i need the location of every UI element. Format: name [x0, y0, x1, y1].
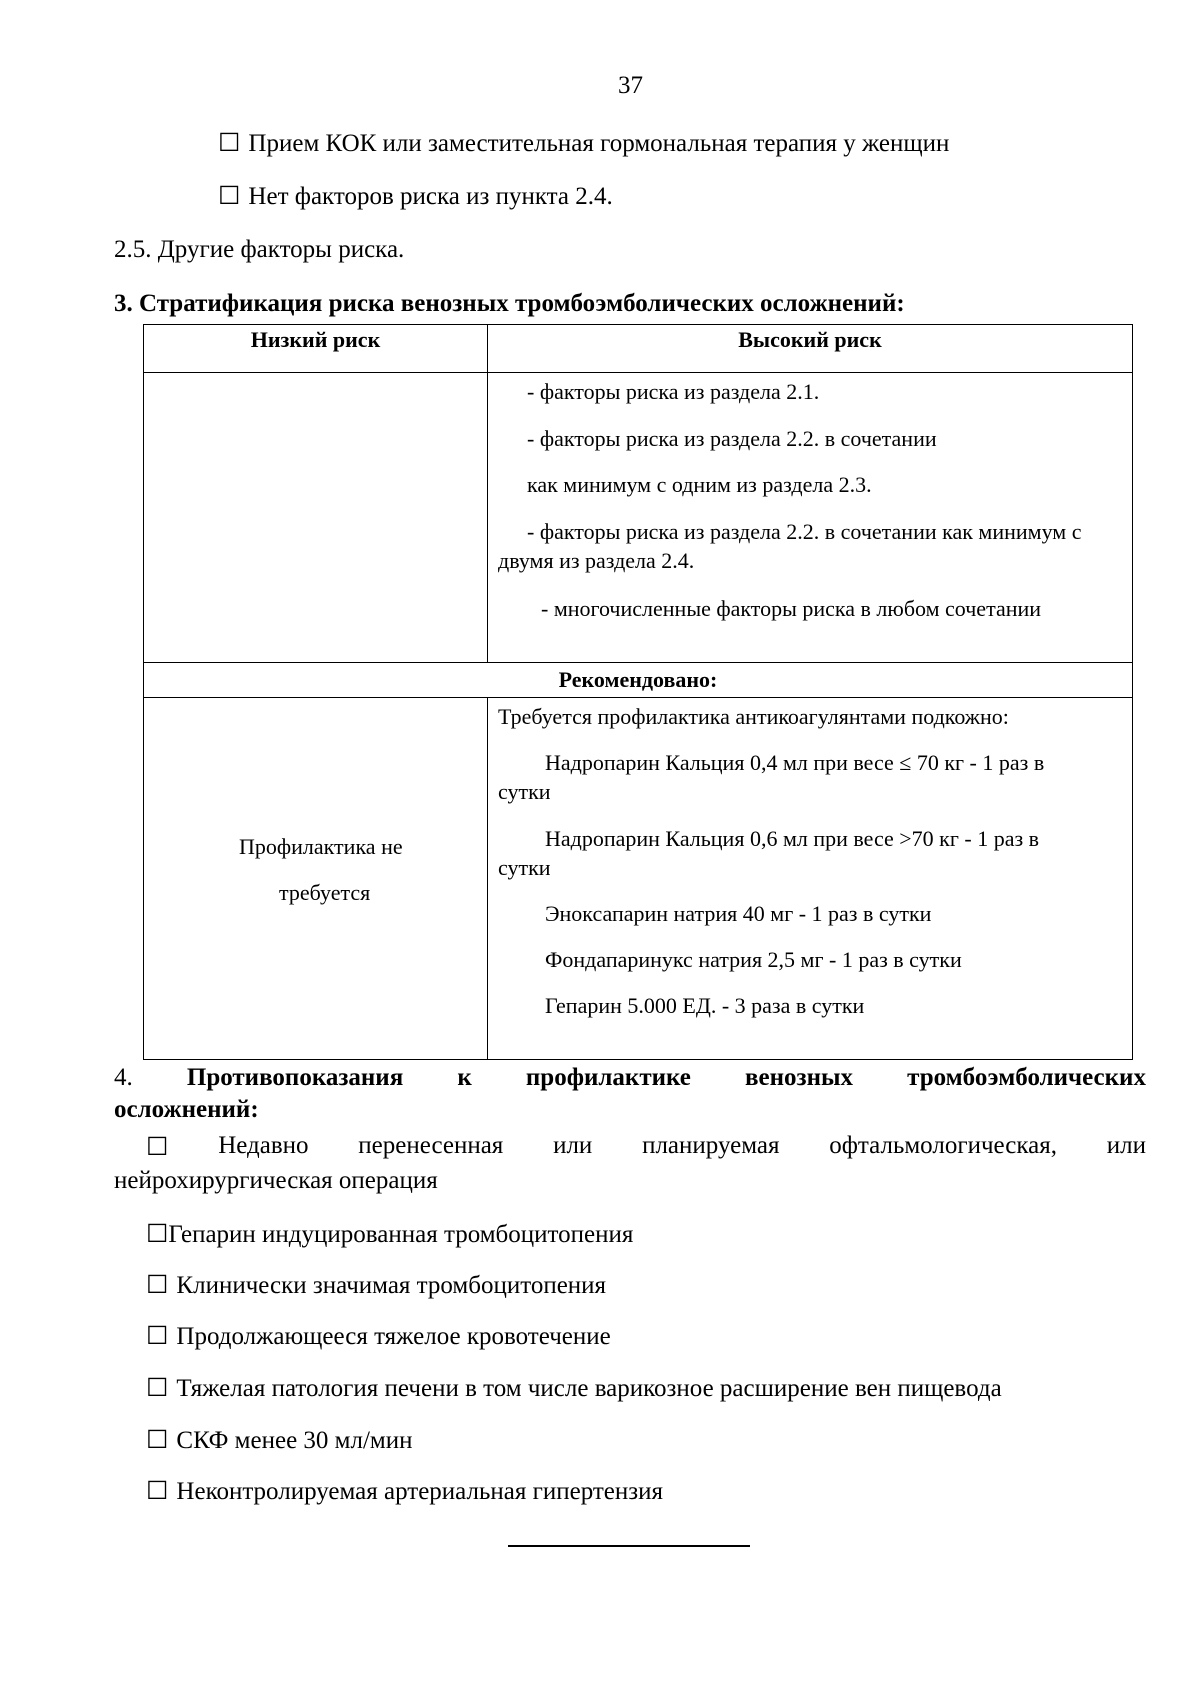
contraindication-word: перенесенная: [358, 1132, 504, 1159]
section-4-title-word: венозных: [745, 1064, 854, 1091]
high-rec-line: Надропарин Кальция 0,6 мл при весе >70 кг - 1 раз в: [545, 826, 1040, 851]
header-low-risk: Низкий риск: [144, 325, 488, 373]
closing-separator: [508, 1545, 750, 1547]
contraindication-label: Продолжающееся тяжелое кровотечение: [176, 1323, 611, 1350]
checkbox-icon[interactable]: ☐: [146, 1323, 169, 1350]
contraindication-label: Гепарин индуцированная тромбоцитопения: [168, 1221, 634, 1248]
checklist-item-label: Прием КОК или заместительная гормональная терапия у женщин: [248, 130, 950, 157]
high-risk-recommendation-cell: [488, 698, 1133, 1060]
section-4-number: 4.: [114, 1064, 133, 1091]
contraindication-label: Клинически значимая тромбоцитопения: [176, 1272, 607, 1299]
contraindication-label: СКФ менее 30 мл/мин: [176, 1427, 413, 1454]
high-risk-line: двумя из раздела 2.4.: [498, 548, 695, 573]
checkbox-icon[interactable]: ☐: [146, 1221, 169, 1248]
low-rec-line: Профилактика не: [239, 834, 403, 859]
section-4-title-word: профилактике: [525, 1064, 691, 1091]
checkbox-icon[interactable]: ☐: [146, 1375, 169, 1402]
section-4-title-word: Противопоказания: [186, 1064, 404, 1091]
checklist-item-label: Нет факторов риска из пункта 2.4.: [248, 183, 613, 210]
contraindication-label: Тяжелая патология печени в том числе варикозное расширение вен пищевода: [176, 1375, 1002, 1402]
contraindication-word: или: [553, 1132, 593, 1159]
contraindication-item: [146, 1425, 412, 1455]
high-risk-line: как минимум с одним из раздела 2.3.: [527, 472, 872, 497]
page-number: 37: [618, 72, 643, 99]
low-risk-recommendation-cell: [144, 698, 488, 1060]
high-rec-line: Эноксапарин натрия 40 мг - 1 раз в сутки: [545, 901, 932, 926]
checklist-item: [218, 128, 949, 158]
contraindication-word: планируемая: [642, 1132, 780, 1159]
high-risk-line: - факторы риска из раздела 2.1.: [527, 379, 820, 404]
low-rec-line: требуется: [279, 880, 371, 905]
high-rec-line: Требуется профилактика антикоагулянтами подкожно:: [498, 704, 1009, 729]
contraindication-item: [146, 1132, 1146, 1162]
contraindication-label: Неконтролируемая артериальная гипертензия: [176, 1478, 664, 1505]
risk-stratification-table: [143, 324, 1133, 1060]
high-rec-line: Гепарин 5.000 ЕД. - 3 раза в сутки: [545, 993, 865, 1018]
high-rec-line: Надропарин Кальция 0,4 мл при весе ≤ 70 кг - 1 раз в: [545, 750, 1045, 775]
recommended-row: Рекомендовано:: [144, 663, 1133, 698]
contraindication-item-line2: нейрохирургическая операция: [114, 1167, 438, 1194]
checklist-item: [218, 181, 613, 211]
contraindication-word: Недавно: [218, 1132, 309, 1159]
checkbox-icon[interactable]: ☐: [218, 183, 241, 210]
contraindication-item: [146, 1373, 1002, 1403]
section-4-title: [114, 1064, 1146, 1092]
checkbox-icon[interactable]: ☐: [218, 130, 241, 157]
high-risk-line: - многочисленные факторы риска в любом сочетании: [541, 596, 1042, 621]
high-risk-criteria-cell: [488, 373, 1133, 663]
section-4-title-word: к: [457, 1064, 472, 1091]
checkbox-icon[interactable]: ☐: [146, 1272, 169, 1299]
checkbox-icon[interactable]: ☐: [146, 1134, 169, 1161]
checkbox-icon[interactable]: ☐: [146, 1427, 169, 1454]
high-risk-line: - факторы риска из раздела 2.2. в сочетании как минимум с: [527, 519, 1082, 544]
contraindication-item: [146, 1219, 633, 1249]
section-2-5-heading: 2.5. Другие факторы риска.: [114, 236, 405, 263]
checkbox-icon[interactable]: ☐: [146, 1478, 169, 1505]
contraindication-item: [146, 1321, 611, 1351]
section-4-title-line2: осложнений:: [114, 1096, 259, 1123]
contraindication-word: или: [1106, 1132, 1146, 1159]
high-rec-line: сутки: [498, 779, 551, 804]
contraindication-item: [146, 1476, 663, 1506]
section-3-title: 3. Стратификация риска венозных тромбоэмболических осложнений:: [114, 290, 905, 317]
low-risk-criteria-cell: [144, 373, 488, 663]
high-rec-line: Фондапаринукс натрия 2,5 мг - 1 раз в сутки: [545, 947, 962, 972]
section-4-title-word: тромбоэмболических: [907, 1064, 1146, 1091]
header-high-risk: Высокий риск: [488, 325, 1133, 373]
contraindication-word: офтальмологическая,: [829, 1132, 1057, 1159]
high-rec-line: сутки: [498, 855, 551, 880]
contraindication-item: [146, 1270, 606, 1300]
high-risk-line: - факторы риска из раздела 2.2. в сочетании: [527, 426, 937, 451]
